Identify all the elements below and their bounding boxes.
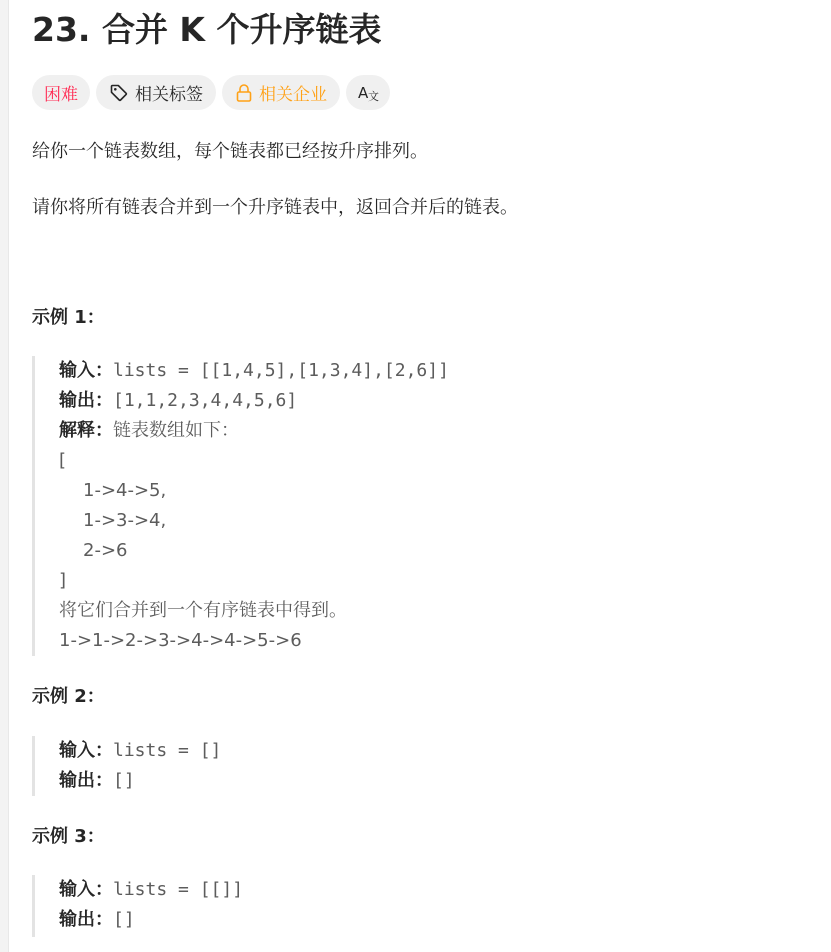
input-value: lists = [[1,4,5],[1,3,4],[2,6]] [113,360,449,381]
input-label: 输入： [59,740,113,761]
example-1-heading: 示例 1： [32,307,105,328]
difficulty-tag[interactable] [32,75,90,110]
tag-row [32,75,390,110]
input-value: lists = [] [113,740,222,761]
example-3-heading: 示例 3： [32,826,105,847]
output-label: 输出： [59,909,113,930]
output-label: 输出： [59,770,113,791]
lock-icon [235,83,253,103]
description-paragraph-2: 请你将所有链表合并到一个升序链表中，返回合并后的链表。 [32,197,518,218]
example-3-block [32,875,243,937]
related-companies-button[interactable] [222,75,340,110]
explanation-line: 1->4->5, [83,480,167,501]
svg-text:文: 文 [368,89,379,103]
tag-icon [109,83,129,103]
example-2-output [59,766,221,796]
output-value: [] [113,770,135,791]
explanation-line: [ [59,450,67,471]
left-panel-edge [0,0,9,952]
output-label: 输出： [59,390,113,411]
example-1-input [59,356,449,386]
problem-title: 23. 合并 K 个升序链表 [32,10,382,49]
related-tags-button[interactable] [96,75,216,110]
example-3-input [59,875,243,905]
explanation-line: 将它们合并到一个有序链表中得到。 [59,600,347,621]
example-3-output [59,905,243,935]
example-1-explanation [59,416,449,446]
translate-icon [356,83,380,103]
output-value: [] [113,909,135,930]
svg-text:A: A [358,83,369,102]
input-value: lists = [[]] [113,879,244,900]
explanation-line: 1->3->4, [83,510,167,531]
explanation-text: 链表数组如下： [113,420,239,441]
example-2-heading: 示例 2： [32,686,105,707]
related-tags-label: 相关标签 [135,85,203,105]
example-2-input [59,736,221,766]
example-1-block [32,356,449,656]
explanation-line: ] [59,570,67,591]
description-paragraph-1: 给你一个链表数组，每个链表都已经按升序排列。 [32,141,428,162]
difficulty-label: 困难 [44,85,78,105]
related-companies-label: 相关企业 [259,85,327,105]
example-2-block [32,736,221,796]
example-1-output [59,386,449,416]
explanation-line: 2->6 [83,540,128,561]
input-label: 输入： [59,360,113,381]
output-value: [1,1,2,3,4,4,5,6] [113,390,298,411]
input-label: 输入： [59,879,113,900]
explanation-line: 1->1->2->3->4->4->5->6 [59,630,302,651]
translate-button[interactable] [346,75,390,110]
explanation-label: 解释： [59,420,113,441]
